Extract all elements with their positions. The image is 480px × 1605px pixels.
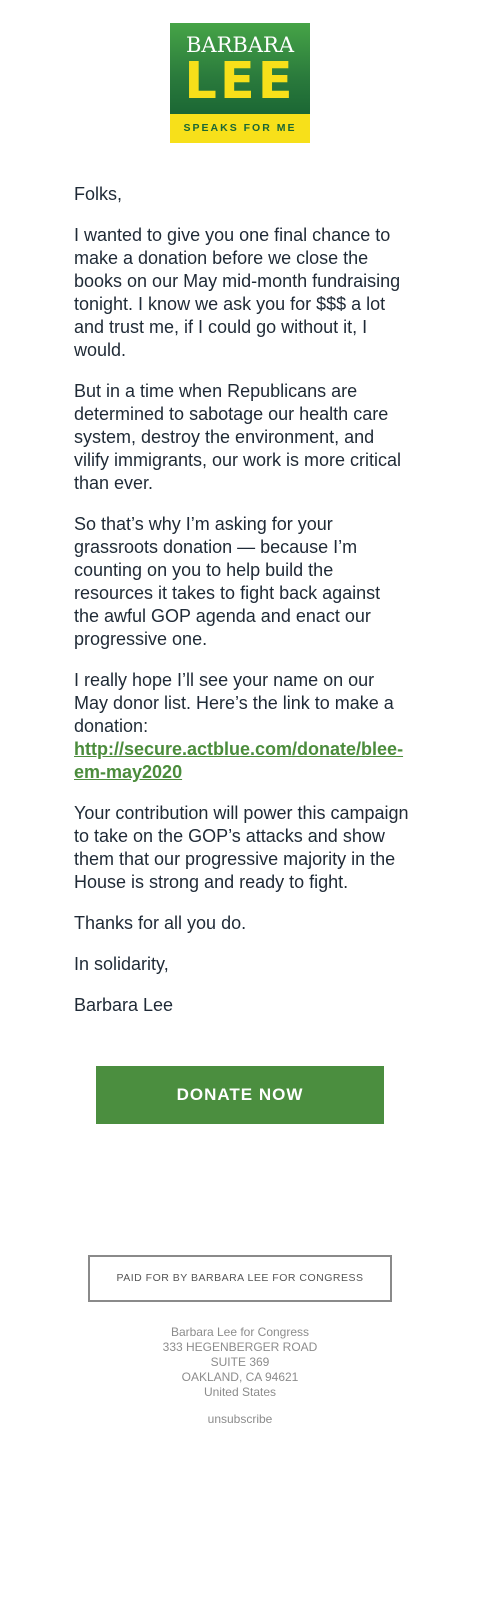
address-line-city: OAKLAND, CA 94621 <box>181 1370 299 1384</box>
paragraph-3: So that’s why I’m asking for your grassroots donation — because I’m counting on you to help build the resources it takes to fight back against the awful GOP agenda and enact our progressive one. <box>74 514 381 649</box>
logo-first-name: BARBARA <box>186 33 294 57</box>
mailing-address <box>0 1325 480 1400</box>
thanks-line: Thanks for all you do. <box>74 913 247 933</box>
paragraph-1: I wanted to give you one final chance to make a donation before we close the books on our May mid-month fundraising tonight. I know we ask you for $$$ a lot and trust me, if I could go without it, I would. <box>74 225 401 360</box>
paragraph-5: Your contribution will power this campaign to take on the GOP’s attacks and show them that our progressive majority in the House is strong and ready to fight. <box>74 803 409 892</box>
greeting: Folks, <box>74 184 123 204</box>
signature: Barbara Lee <box>74 995 174 1015</box>
paragraph-2: But in a time when Republicans are determined to sabotage our health care system, destroy the environment, and vilify immigrants, our work is more critical than ever. <box>74 381 402 493</box>
address-line-country: United States <box>203 1385 277 1399</box>
paragraph-4-text: I really hope I’ll see your name on our May donor list. Here’s the link to make a donation: <box>74 670 394 736</box>
logo-tagline: SPEAKS FOR ME <box>170 114 310 143</box>
donate-now-button[interactable]: DONATE NOW <box>96 1066 384 1124</box>
closing-line: In solidarity, <box>74 954 169 974</box>
letter-body <box>74 183 410 1035</box>
unsubscribe-link[interactable]: unsubscribe <box>207 1412 273 1426</box>
address-line-suite: SUITE 369 <box>210 1355 270 1369</box>
address-line-org: Barbara Lee for Congress <box>170 1325 310 1339</box>
unsubscribe-row <box>0 1412 480 1426</box>
donation-link[interactable]: http://secure.actblue.com/donate/blee-em-may2020 <box>74 739 404 782</box>
address-line-street: 333 HEGENBERGER ROAD <box>162 1340 318 1354</box>
paragraph-4 <box>74 669 410 784</box>
campaign-logo <box>170 23 310 143</box>
paid-for-disclaimer: PAID FOR BY BARBARA LEE FOR CONGRESS <box>88 1255 392 1302</box>
logo-last-name: LEE <box>184 52 296 111</box>
logo-green-block <box>170 23 310 114</box>
